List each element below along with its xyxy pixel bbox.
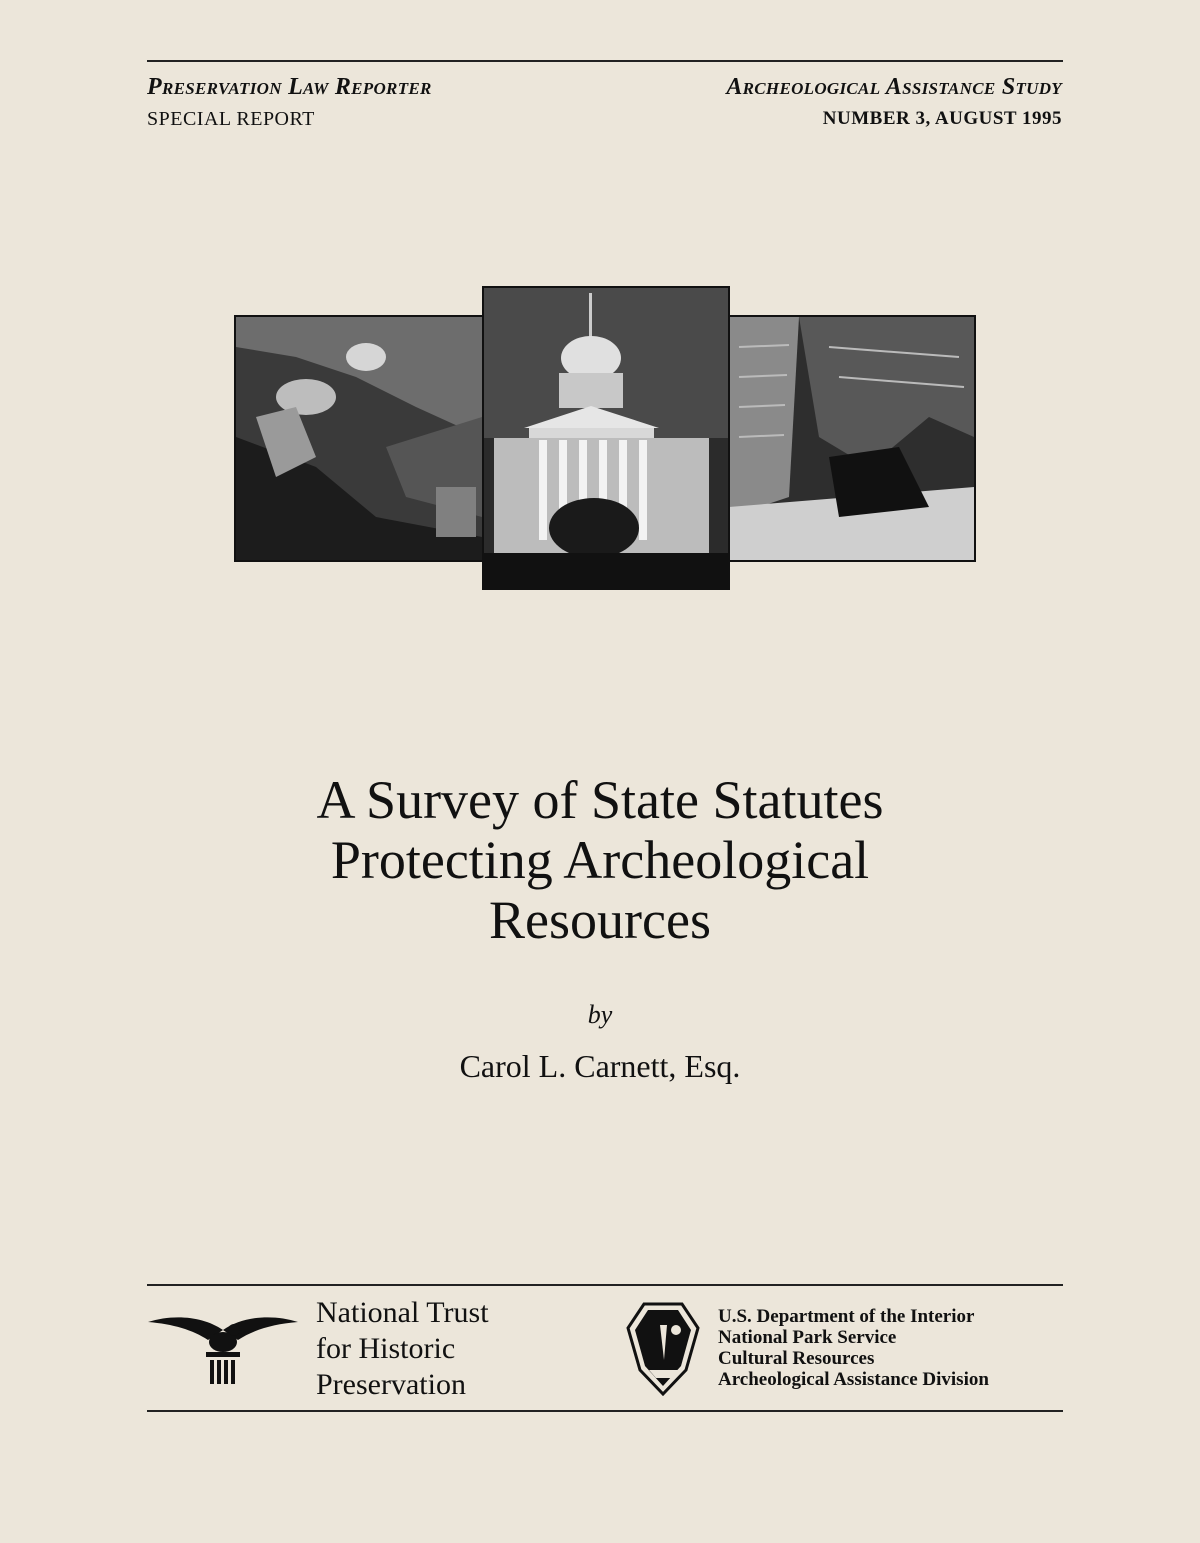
- footer-top-rule: [147, 1284, 1063, 1286]
- title-line-3: Resources: [489, 890, 711, 950]
- capitol-building-photo: [482, 286, 730, 590]
- national-trust-name: [316, 1295, 489, 1403]
- stone-ruins-photo: [727, 315, 976, 562]
- excavation-photo: [234, 315, 484, 562]
- top-rule: [147, 60, 1063, 62]
- title-line-1: A Survey of State Statutes: [316, 770, 884, 830]
- series-subtitle-left: SPECIAL REPORT: [147, 108, 315, 130]
- arrowhead-shield-icon: [624, 1300, 702, 1396]
- national-trust-line-2: for Historic: [316, 1332, 456, 1365]
- national-trust-line-1: National Trust: [316, 1296, 489, 1329]
- report-title: [0, 770, 1200, 950]
- nps-line-1: U.S. Department of the Interior: [718, 1306, 975, 1327]
- title-line-2: Protecting Archeological: [330, 830, 870, 890]
- nps-line-3: Cultural Resources: [718, 1348, 875, 1369]
- national-trust-line-3: Preservation: [316, 1368, 466, 1401]
- byline-by: by: [587, 1000, 613, 1029]
- nps-line-4: Archeological Assistance Division: [718, 1369, 989, 1390]
- author-name: Carol L. Carnett, Esq.: [459, 1048, 741, 1084]
- series-subtitle-right: NUMBER 3, AUGUST 1995: [822, 108, 1062, 129]
- nps-name: [718, 1306, 989, 1390]
- nps-line-2: National Park Service: [718, 1327, 897, 1348]
- eagle-on-column-icon: [148, 1308, 298, 1388]
- series-title-left: Preservation Law Reporter: [147, 74, 432, 100]
- footer-bottom-rule: [147, 1410, 1063, 1412]
- series-title-right: Archeological Assistance Study: [726, 74, 1062, 100]
